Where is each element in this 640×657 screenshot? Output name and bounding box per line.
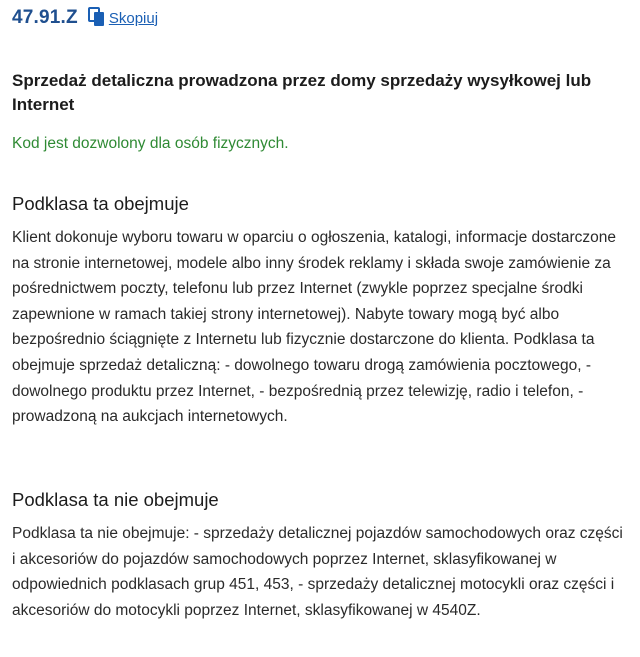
copy-link[interactable]: Skopiuj — [108, 9, 159, 27]
allowed-note: Kod jest dozwolony dla osób fizycznych. — [12, 135, 289, 152]
page-title: Sprzedaż detaliczna prowadzona przez domy sprzedaży wysyłkowej lub Internet — [12, 71, 592, 114]
copy-icon[interactable] — [88, 7, 106, 27]
excludes-text: Podklasa ta nie obejmuje: - sprzedaży detalicznej pojazdów samochodowych oraz części i akcesoriów do pojazdów samochodowych poprzez Internet, sklasyfikowanej w odpowiednich podklasach grup 451, 453, - sprzedaży detalicznej motocykli oraz części i akcesoriów do motocykli poprzez Internet, sklasyfikowanej w 4540Z. — [12, 525, 623, 619]
excludes-heading: Podklasa ta nie obejmuje — [12, 489, 219, 510]
includes-heading: Podklasa ta obejmuje — [12, 193, 189, 214]
pkd-code: 47.91.Z — [12, 7, 78, 28]
code-row — [12, 6, 158, 30]
includes-text: Klient dokonuje wyboru towaru w oparciu o ogłoszenia, katalogi, informacje dostarczone na stronie internetowej, modele albo inny środek reklamy i składa swoje zamówienie za pośrednictwem poczty, telefonu lub przez Internet (zwykle poprzez specjalne środki zapewnione w ramach takiej strony internetowej). Nabyte towary mogą być albo bezpośrednio ściągnięte z Internetu lub fizycznie dostarczone do klienta. Podklasa ta obejmuje sprzedaż detaliczną: - dowolnego towaru drogą zamówienia pocztowego, - dowolnego produktu przez Internet, - bezpośrednią przez telewizję, radio i telefon, - prowadzoną na aukcjach internetowych. — [12, 229, 616, 426]
